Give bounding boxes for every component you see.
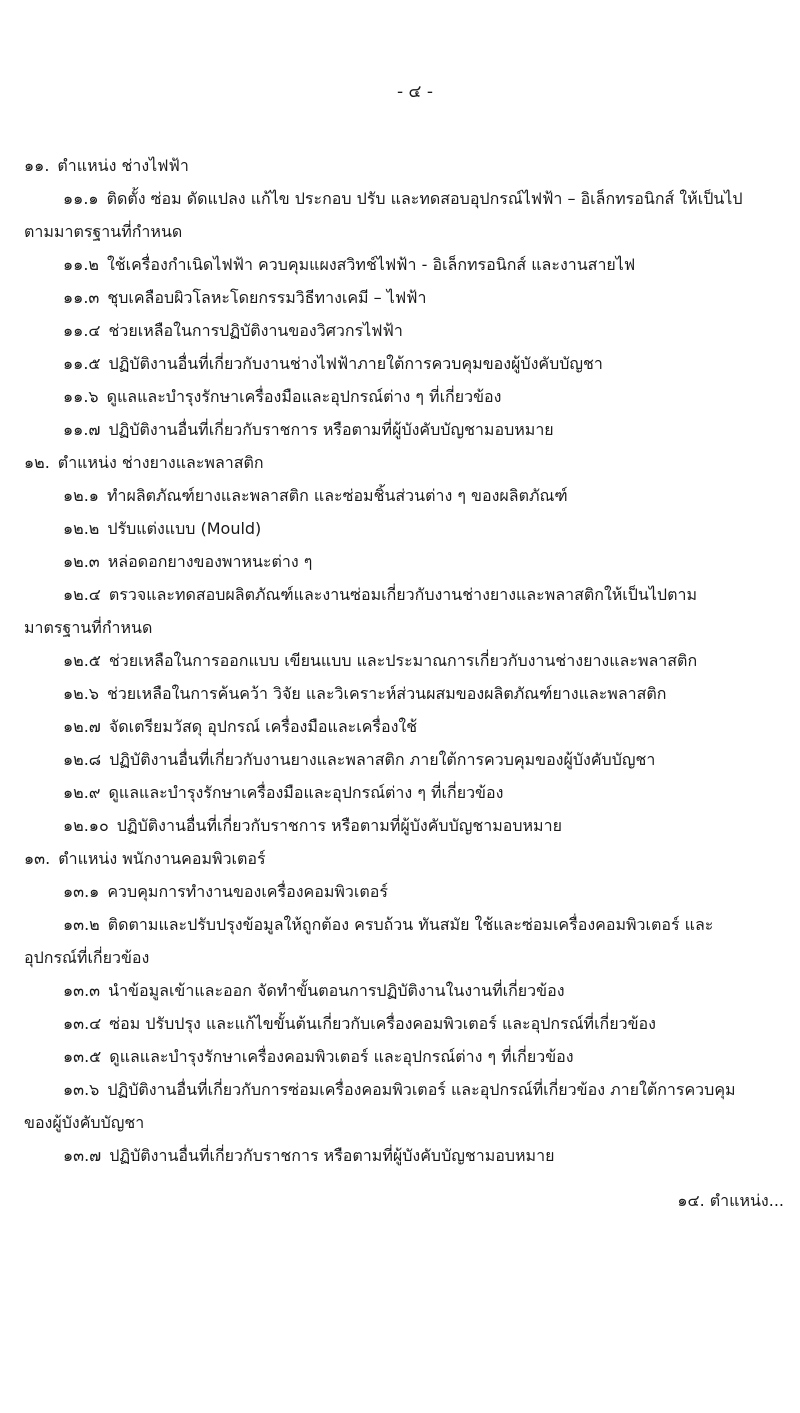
section-number: ๑๓.: [24, 849, 51, 868]
list-item: [24, 380, 786, 413]
item-number: ๑๑.๑: [63, 189, 99, 208]
item-number: ๑๑.๓: [63, 288, 100, 307]
item-text: ติดตามและปรับปรุงข้อมูลให้ถูกต้อง ครบถ้วน ทันสมัย ใช้และซ่อมเครื่องคอมพิวเตอร์ และ: [107, 915, 714, 934]
list-item: [24, 1073, 786, 1106]
item-number: ๑๒.๗: [63, 717, 101, 736]
item-text: ดูแลและบำรุงรักษาเครื่องมือและอุปกรณ์ต่าง ๆ ที่เกี่ยวข้อง: [106, 387, 502, 406]
list-item: [24, 743, 786, 776]
list-item: [24, 248, 786, 281]
section-title: ตำแหน่ง พนักงานคอมพิวเตอร์: [58, 849, 266, 868]
section-number: ๑๒.: [24, 453, 50, 472]
item-number: ๑๒.๑: [63, 486, 99, 505]
list-item: [24, 875, 786, 908]
item-text: ซ่อม ปรับปรุง และแก้ไขขั้นต้นเกี่ยวกับเครื่องคอมพิวเตอร์ และอุปกรณ์ที่เกี่ยวข้อง: [109, 1014, 656, 1033]
item-text-continuation: มาตรฐานที่กำหนด: [24, 618, 153, 637]
list-item: [24, 1007, 786, 1040]
section-number: ๑๑.: [24, 156, 50, 175]
item-text: ปฏิบัติงานอื่นที่เกี่ยวกับงานช่างไฟฟ้าภายใต้การควบคุมของผู้บังคับบัญชา: [108, 354, 603, 373]
item-text: จัดเตรียมวัสดุ อุปกรณ์ เครื่องมือและเครื่องใช้: [108, 717, 418, 736]
item-text: ช่วยเหลือในการปฏิบัติงานของวิศวกรไฟฟ้า: [108, 321, 403, 340]
item-number: ๑๒.๘: [63, 750, 102, 769]
item-number: ๑๑.๕: [63, 354, 101, 373]
item-number: ๑๓.๒: [63, 915, 100, 934]
item-number: ๑๑.๒: [63, 255, 99, 274]
item-text: ควบคุมการทำงานของเครื่องคอมพิวเตอร์: [107, 882, 388, 901]
item-text: ติดตั้ง ซ่อม ดัดแปลง แก้ไข ประกอบ ปรับ และทดสอบอุปกรณ์ไฟฟ้า – อิเล็กทรอนิกส์ ให้เป็นไป: [106, 189, 743, 208]
list-item: [24, 974, 786, 1007]
item-number: ๑๒.๔: [63, 585, 101, 604]
section-heading: [24, 149, 786, 182]
list-item: [24, 413, 786, 446]
item-text: นำข้อมูลเข้าและออก จัดทำขั้นตอนการปฏิบัติงานในงานที่เกี่ยวข้อง: [108, 981, 565, 1000]
item-number: ๑๓.๑: [63, 882, 100, 901]
page-number: - ๔ -: [397, 82, 433, 102]
section-title: ตำแหน่ง ช่างยางและพลาสติก: [57, 453, 264, 472]
item-number: ๑๓.๔: [63, 1014, 102, 1033]
item-text: หล่อดอกยางของพาหนะต่าง ๆ: [107, 552, 313, 571]
item-text: ตรวจและทดสอบผลิตภัณฑ์และงานซ่อมเกี่ยวกับงานช่างยางและพลาสติกให้เป็นไปตาม: [108, 585, 697, 604]
section: [24, 842, 786, 1172]
list-item: [24, 281, 786, 314]
item-number: ๑๓.๓: [63, 981, 101, 1000]
list-item: [24, 710, 786, 743]
item-number: ๑๓.๕: [63, 1047, 102, 1066]
item-text: ดูแลและบำรุงรักษาเครื่องมือและอุปกรณ์ต่าง ๆ ที่เกี่ยวข้อง: [108, 783, 504, 802]
item-text: ช่วยเหลือในการค้นคว้า วิจัย และวิเคราะห์ส่วนผสมของผลิตภัณฑ์ยางและพลาสติก: [106, 684, 667, 703]
item-text-continuation: อุปกรณ์ที่เกี่ยวข้อง: [24, 948, 150, 967]
item-text-continuation: ตามมาตรฐานที่กำหนด: [24, 222, 183, 241]
item-text: ปฏิบัติงานอื่นที่เกี่ยวกับราชการ หรือตามที่ผู้บังคับบัญชามอบหมาย: [109, 1146, 555, 1165]
item-number: ๑๑.๖: [63, 387, 99, 406]
list-item: [24, 314, 786, 347]
item-text: ดูแลและบำรุงรักษาเครื่องคอมพิวเตอร์ และอุปกรณ์ต่าง ๆ ที่เกี่ยวข้อง: [109, 1047, 574, 1066]
section-heading: [24, 446, 786, 479]
item-number: ๑๒.๙: [63, 783, 101, 802]
item-text-continuation: ของผู้บังคับบัญชา: [24, 1113, 145, 1132]
section: [24, 446, 786, 842]
item-number: ๑๒.๑๐: [63, 816, 109, 835]
item-number: ๑๒.๒: [63, 519, 100, 538]
section: [24, 149, 786, 446]
item-number: ๑๓.๗: [63, 1146, 102, 1165]
document-body: [24, 149, 786, 1172]
item-text: ปฏิบัติงานอื่นที่เกี่ยวกับงานยางและพลาสติก ภายใต้การควบคุมของผู้บังคับบัญชา: [109, 750, 656, 769]
item-number: ๑๓.๖: [63, 1080, 100, 1099]
section-title: ตำแหน่ง ช่างไฟฟ้า: [57, 156, 189, 175]
item-number: ๑๒.๖: [63, 684, 99, 703]
item-text: ปฏิบัติงานอื่นที่เกี่ยวกับราชการ หรือตามที่ผู้บังคับบัญชามอบหมาย: [116, 816, 562, 835]
item-text: ปรับแต่งแบบ (Mould): [107, 519, 262, 538]
list-item: [24, 644, 786, 677]
continuation-note: ๑๔. ตำแหน่ง...: [677, 1191, 784, 1210]
list-item: [24, 1040, 786, 1073]
section-heading: [24, 842, 786, 875]
item-number: ๑๒.๓: [63, 552, 100, 571]
item-text: ใช้เครื่องกำเนิดไฟฟ้า ควบคุมแผงสวิทช์ไฟฟ้า - อิเล็กทรอนิกส์ และงานสายไฟ: [106, 255, 636, 274]
list-item: [24, 479, 786, 512]
item-text: ปฏิบัติงานอื่นที่เกี่ยวกับราชการ หรือตามที่ผู้บังคับบัญชามอบหมาย: [108, 420, 554, 439]
list-item: [24, 677, 786, 710]
item-number: ๑๒.๕: [63, 651, 101, 670]
list-item: [24, 809, 786, 842]
item-text: ช่วยเหลือในการออกแบบ เขียนแบบ และประมาณการเกี่ยวกับงานช่างยางและพลาสติก: [108, 651, 698, 670]
list-item: [24, 1139, 786, 1172]
item-text: ชุบเคลือบผิวโลหะโดยกรรมวิธีทางเคมี – ไฟฟ้า: [107, 288, 427, 307]
list-item: [24, 347, 786, 380]
item-text: ปฏิบัติงานอื่นที่เกี่ยวกับการซ่อมเครื่องคอมพิวเตอร์ และอุปกรณ์ที่เกี่ยวข้อง ภายใต้การควบคุม: [107, 1080, 736, 1099]
item-number: ๑๑.๗: [63, 420, 101, 439]
list-item: [24, 578, 786, 611]
item-number: ๑๑.๔: [63, 321, 101, 340]
list-item: [24, 908, 786, 941]
list-item: [24, 776, 786, 809]
list-item: [24, 182, 786, 215]
item-text: ทำผลิตภัณฑ์ยางและพลาสติก และซ่อมชิ้นส่วนต่าง ๆ ของผลิตภัณฑ์: [106, 486, 568, 505]
list-item: [24, 545, 786, 578]
list-item: [24, 512, 786, 545]
